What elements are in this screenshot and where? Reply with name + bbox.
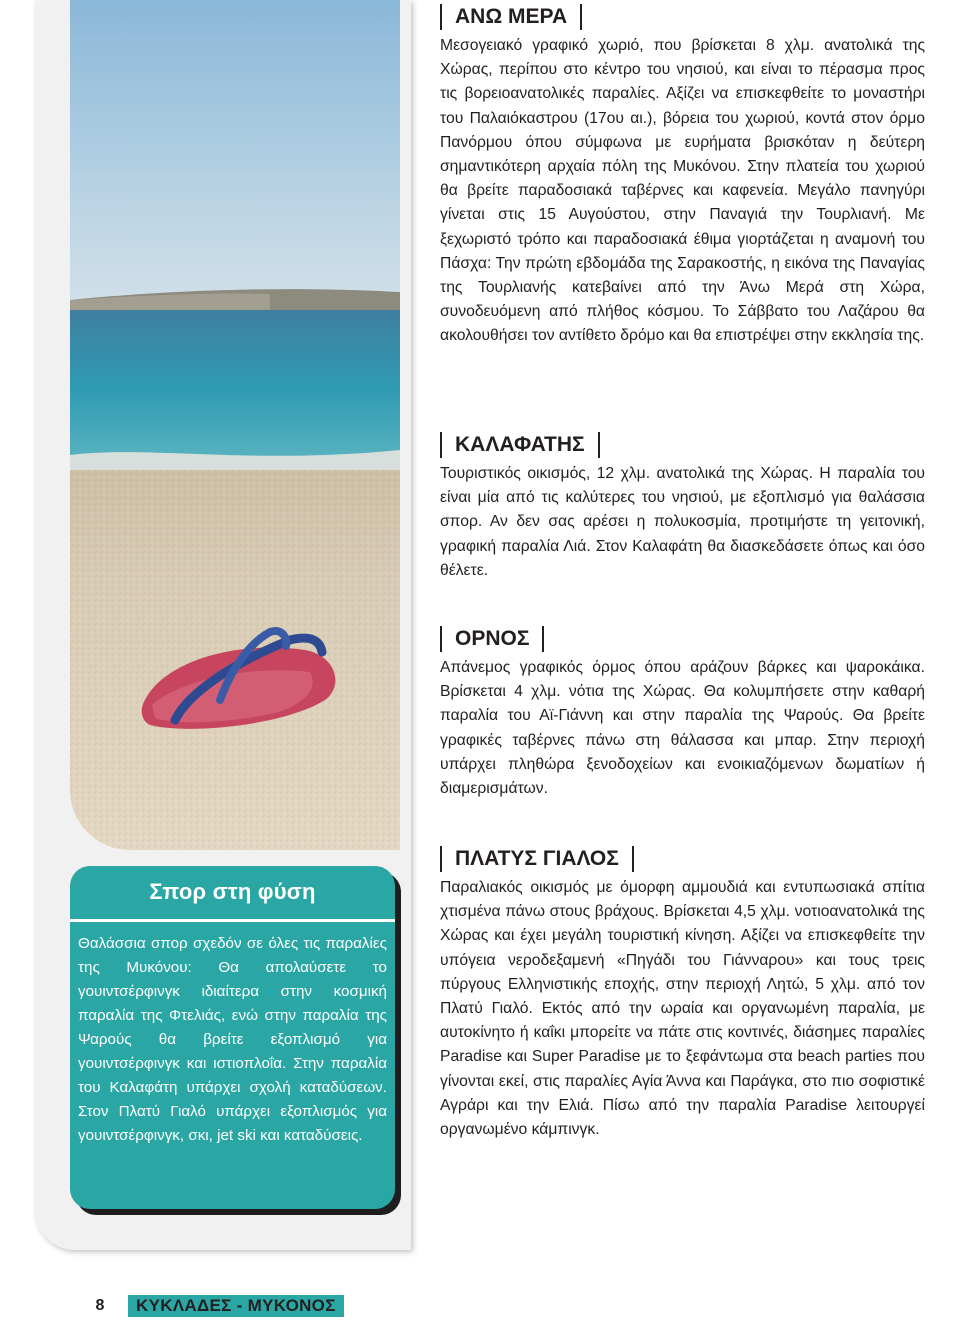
page-footer	[72, 1295, 372, 1317]
heading-bar-right	[580, 4, 582, 30]
section-kalafatis	[440, 430, 925, 583]
heading-bar-right	[542, 626, 544, 652]
section-heading	[440, 844, 925, 874]
sports-in-nature-box	[70, 866, 395, 1209]
footer-title: ΚΥΚΛΑΔΕΣ - ΜΥΚΟΝΟΣ	[136, 1296, 336, 1315]
section-heading	[440, 430, 925, 460]
section-body: Απάνεμος γραφικός όρμος όπου αράζουν βάρκες και ψαροκάικα. Βρίσκεται 4 χλμ. νότια της Χώρας. Θα κολυμπήσετε στην καθαρή παραλία του Αϊ-Γιάννη και στην παραλία της Ψαρούς. Θα βρείτε γραφικές ταβέρνες πάνω στη θάλασσα και μπαρ. Στην περιοχή υπάρχει πληθώρα ξενοδοχείων και ενοικιαζόμενων δωματίων ή διαμερισμάτων.	[440, 659, 925, 798]
sports-box-text: Θαλάσσια σπορ σχεδόν σε όλες τις παραλίες της Μυκόνου: Θα απολαύσετε το γουιντσέρφινγκ ιδιαίτερα στην κοσμική παραλία της Φτελιάς, ενώ στην παραλία της Ψαρούς θα βρείτε εξοπλισμό για γουιντσέρφινγκ και ιστιοπλοΐα. Στην παραλία του Καλαφάτη υπάρχει σχολή καταδύσεων. Στον Πλατύ Γιαλό υπάρχει εξοπλισμός για γουιντσέρφινγκ, σκι, jet ski και καταδύσεις.	[78, 935, 387, 1144]
heading-text: ΠΛΑΤΥΣ ΓΙΑΛΟΣ	[455, 847, 619, 870]
page-number: 8	[95, 1297, 105, 1314]
section-heading	[440, 2, 925, 32]
beach-flip-flop-image	[70, 0, 400, 850]
footer-title-bar	[128, 1295, 344, 1317]
heading-bar-right	[632, 846, 634, 872]
section-platys-gialos	[440, 844, 925, 1142]
section-heading	[440, 624, 925, 654]
section-ano-mera	[440, 2, 925, 349]
section-body: Τουριστικός οικισμός, 12 χλμ. ανατολικά της Χώρας. Η παραλία του είναι μία από τις καλύτερες του νησιού, με εξοπλισμό για θαλάσσια σπορ. Αν δεν σας αρέσει η πολυκοσμία, προτιμήστε τη γειτονική, γραφική παραλία Λιά. Στον Καλαφάτη θα διασκεδάσετε όπως και όσο θέλετε.	[440, 465, 925, 579]
heading-bar-right	[598, 432, 600, 458]
heading-text: ΑΝΩ ΜΕΡΑ	[455, 5, 568, 28]
sports-box-title: Σπορ στη φύση	[149, 879, 316, 904]
heading-text: ΟΡΝΟΣ	[455, 627, 530, 650]
section-body: Μεσογειακό γραφικό χωριό, που βρίσκεται 8 χλμ. ανατολικά της Χώρας, περίπου στο κέντρο του νησιού, και είναι το πέρασμα προς τις βορειοανατολικές παραλίες. Αξίζει να επισκεφθείτε το μοναστήρι του Παλαιόκαστρου (17ου αι.), βόρεια του χωριού, κοντά στον όρμο Πανόρμου όπου σύμφωνα με ευρήματα βρισκόταν η δεύτερη σημαντικότερη αρχαία πόλη της Μυκόνου. Στην πλατεία του χωριού θα βρείτε παραδοσιακά ταβέρνες και καφενεία. Μεγάλο πανηγύρι γίνεται στις 15 Αυγούστου, στην Παναγιά την Τουρλιανή. Με ξεχωριστό τρόπο και παραδοσιακά έθιμα γιορτάζεται η αναμονή του Πάσχα: Την πρώτη εβδομάδα της Σαρακοστής, η εικόνα της Παναγίας της Τουρλιανής κατεβαίνει από την Άνω Μερά στη Χώρα, συνοδευόμενη από πλήθος κόσμου. Το Σάββατο του Λαζάρου θα ακολουθήσει τον αντίθετο δρόμο και θα επιστρέψει στην εκκλησία της.	[440, 37, 925, 345]
section-body: Παραλιακός οικισμός με όμορφη αμμουδιά και εντυπωσιακά σπίτια χτισμένα πάνω στους βράχους. Βρίσκεται 4,5 χλμ. νοτιοανατολικά της Χώρας και έχει μεγάλη τουριστική κίνηση. Αξίζει να επισκεφθείτε την υπόγεια νεροδεξαμενή «Πηγάδι του Γιάνναρου» και τους τρεις πύργους Ελληνιστικής εποχής, στην περιοχή Λητώ, 5 χλμ. από τον Πλατύ Γιαλό. Εκτός από την ωραία και οργανωμένη παραλία, με αυτοκίνητο ή καΐκι μπορείτε να πάτε στις κοντινές, διάσημες παραλίες Paradise και Super Paradise με το ξεφάντωμα στα beach parties που γίνονται εκεί, στις παραλίες Αγία Άννα και Παράγκα, στο πιο σοφιστικέ Αγράρι και την Ελιά. Πίσω από την παραλία Paradise λειτουργεί οργανωμένο κάμπινγκ.	[440, 879, 925, 1139]
section-ornos	[440, 624, 925, 801]
heading-text: ΚΑΛΑΦΑΤΗΣ	[455, 433, 585, 456]
beach-photo	[70, 0, 400, 850]
